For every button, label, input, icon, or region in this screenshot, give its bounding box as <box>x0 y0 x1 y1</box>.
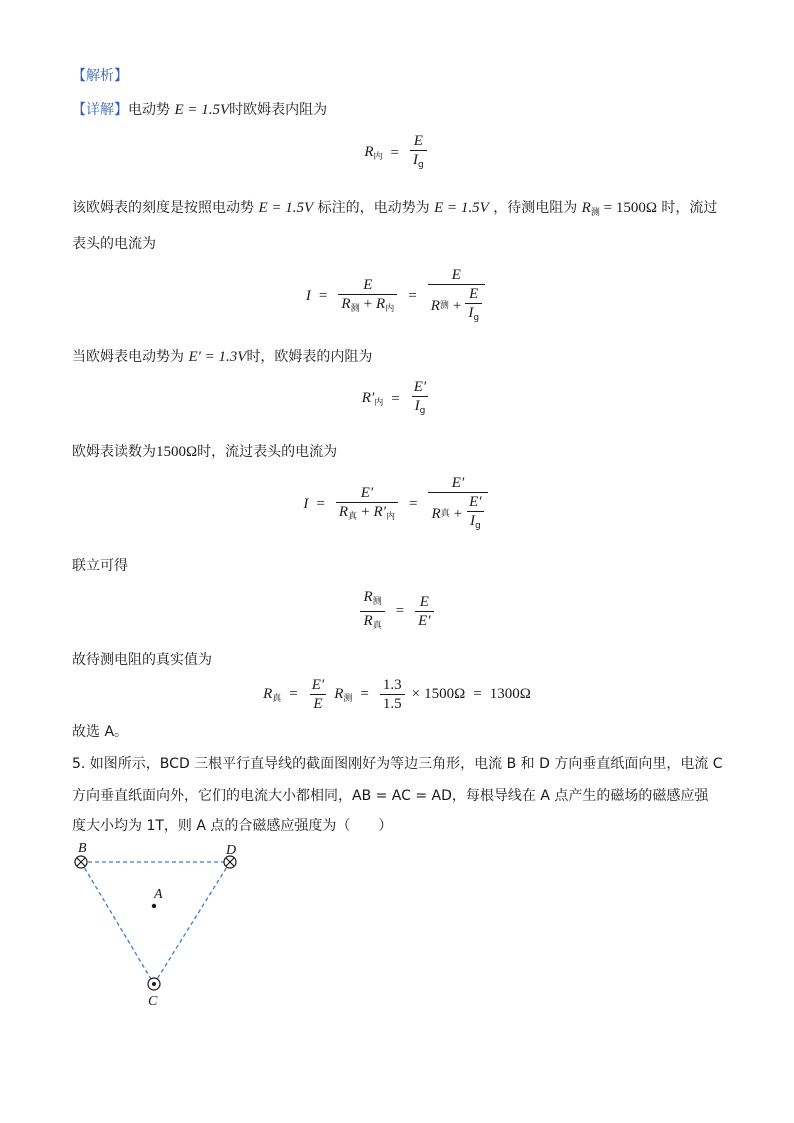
text-span: 时，欧姆表的内阻为 <box>246 349 373 365</box>
equation-r-internal: $R_内$ = $\frac{E}{I_g}$ <box>0 132 794 174</box>
inline-math: E = 1.5V <box>174 102 230 118</box>
question-line-3: 度大小均为 1T，则 A 点的合磁感应强度为（ ） <box>72 818 393 834</box>
text-span: 时，流过表头的电流为 <box>197 444 338 460</box>
text-span: ，待测电阻为 <box>493 200 578 216</box>
detail-prefix: 【详解】 <box>72 102 128 118</box>
inline-math: = 1500Ω <box>603 200 657 216</box>
label-d: D <box>226 843 237 858</box>
text-span: 时欧姆表内阻为 <box>229 102 328 118</box>
text-span: 标注的，电动势为 <box>317 200 430 216</box>
inline-math: E′ = 1.3V <box>188 349 247 365</box>
inline-math: E = 1.5V <box>258 200 314 216</box>
question-line-1: 5. 如图所示，BCD 三根平行直导线的截面图刚好为等边三角形，电流 B 和 D 方向垂直纸面向里，电流 C <box>72 756 723 772</box>
equation-ratio: $\frac{R_测}{R_真}$ = $\frac{E}{E'}$ <box>0 588 794 635</box>
edge-dc <box>154 862 230 984</box>
text-span: 欧姆表读数为 <box>72 444 156 460</box>
edge-bc <box>81 862 154 984</box>
detail-line-7: 故待测电阻的真实值为 <box>72 652 212 668</box>
text-span: 该欧姆表的刻度是按照电动势 <box>72 200 254 216</box>
equation-current-2: I = $\frac{E'}{R_真 + R'_内}$ = E′ R 真 + $\frac{E'}{I_g}$ <box>0 474 794 535</box>
point-a <box>152 904 156 908</box>
detail-line-3: 表头的电流为 <box>72 236 156 252</box>
wire-c-dot-icon <box>148 978 160 990</box>
detail-line-4 <box>72 347 372 367</box>
answer-line: 故选 A。 <box>72 724 129 740</box>
question-line-2: 方向垂直纸面向外，它们的电流大小都相同，AB = AC = AD，每根导线在 A 点产生的磁场的磁感应强 <box>72 788 709 804</box>
triangle-figure <box>60 838 260 1018</box>
subscript: 测 <box>590 208 600 218</box>
label-c: C <box>148 994 158 1009</box>
inline-math: E = 1.5V <box>434 200 489 216</box>
label-b: B <box>78 841 87 856</box>
text-span: 时，流过 <box>661 200 718 216</box>
text-span: 电动势 <box>128 102 170 118</box>
detail-line-2 <box>72 198 717 223</box>
inline-math: R <box>581 200 591 216</box>
label-a: A <box>154 887 163 902</box>
equation-r-internal-prime: $R'_内$ = $\frac{E'}{I_g}$ <box>0 378 794 420</box>
detail-line-5 <box>72 442 337 462</box>
inline-math: 1500Ω <box>156 444 198 460</box>
equation-current-1: I = $\frac{E}{R_测 + R_内}$ = E R 测 + $\frac{E}{I_g}$ <box>0 266 794 327</box>
section-title: 【解析】 <box>72 68 128 84</box>
detail-line-6: 联立可得 <box>72 558 128 574</box>
equation-final: $R_真$ = $\frac{E'}{E}$ $R_测$ = $\frac{1.3}{1.5}$ × 1500Ω = 1300Ω <box>263 677 531 712</box>
text-span: 当欧姆表电动势为 <box>72 349 184 365</box>
wire-b-cross-icon <box>75 856 87 868</box>
detail-line-1 <box>72 100 327 120</box>
